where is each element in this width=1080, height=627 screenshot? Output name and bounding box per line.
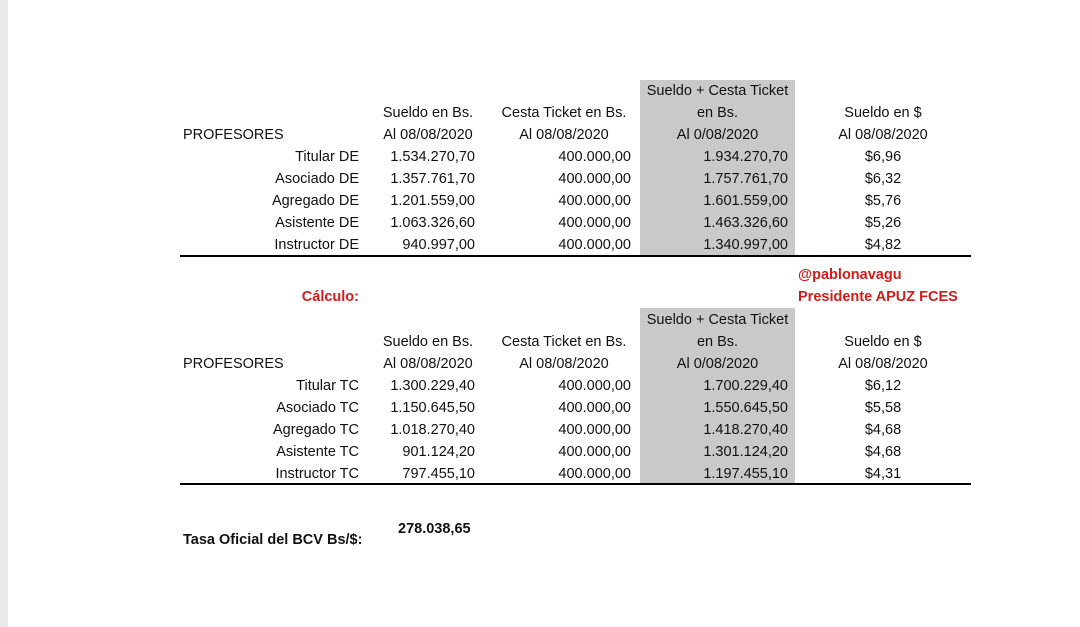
profesores-label-1: PROFESORES bbox=[183, 127, 284, 143]
cesta-header-2b: Al 08/08/2020 bbox=[519, 356, 609, 372]
row-total: 1.550.645,50 bbox=[703, 400, 788, 416]
row-total: 1.700.229,40 bbox=[703, 378, 788, 394]
row-category: Asistente TC bbox=[276, 444, 359, 460]
row-total: 1.601.559,00 bbox=[703, 193, 788, 209]
row-sueldo: 1.201.559,00 bbox=[390, 193, 475, 209]
row-total: 1.197.455,10 bbox=[703, 466, 788, 482]
row-category: Agregado DE bbox=[271, 193, 359, 209]
row-cesta: 400.000,00 bbox=[558, 215, 631, 231]
row-usd: $6,12 bbox=[864, 378, 902, 394]
sueldo-header-2a: Sueldo en Bs. bbox=[382, 334, 474, 350]
row-total: 1.418.270,40 bbox=[703, 422, 788, 438]
usd-header-1b: Al 08/08/2020 bbox=[838, 127, 928, 143]
row-usd: $5,26 bbox=[864, 215, 902, 231]
row-cesta: 400.000,00 bbox=[558, 422, 631, 438]
row-total: 1.340.997,00 bbox=[703, 237, 788, 253]
sueldo-header-1b: Al 08/08/2020 bbox=[383, 127, 473, 143]
total-header-1b: en Bs. bbox=[696, 105, 739, 121]
usd-header-2a: Sueldo en $ bbox=[844, 334, 922, 350]
calculo-label: Cálculo: bbox=[301, 289, 359, 305]
cesta-header-2a: Cesta Ticket en Bs. bbox=[501, 334, 627, 350]
cesta-header-1a: Cesta Ticket en Bs. bbox=[501, 105, 627, 121]
row-cesta: 400.000,00 bbox=[558, 149, 631, 165]
row-cesta: 400.000,00 bbox=[558, 444, 631, 460]
row-category: Agregado TC bbox=[273, 422, 359, 438]
row-category: Instructor TC bbox=[275, 466, 359, 482]
tasa-label: Tasa Oficial del BCV Bs/$: bbox=[183, 532, 363, 548]
row-total: 1.757.761,70 bbox=[703, 171, 788, 187]
total-header-1c: Al 0/08/2020 bbox=[676, 127, 759, 143]
total-header-2c: Al 0/08/2020 bbox=[676, 356, 759, 372]
row-sueldo: 1.150.645,50 bbox=[390, 400, 475, 416]
usd-header-2b: Al 08/08/2020 bbox=[838, 356, 928, 372]
row-sueldo: 1.357.761,70 bbox=[390, 171, 475, 187]
row-sueldo: 901.124,20 bbox=[402, 444, 475, 460]
row-category: Asociado TC bbox=[276, 400, 359, 416]
total-header-2a: Sueldo + Cesta Ticket bbox=[646, 312, 789, 328]
row-category: Titular DE bbox=[295, 149, 359, 165]
row-usd: $4,68 bbox=[864, 444, 902, 460]
total-header-2b: en Bs. bbox=[696, 334, 739, 350]
profesores-label-2: PROFESORES bbox=[183, 356, 284, 372]
row-usd: $5,76 bbox=[864, 193, 902, 209]
row-usd: $6,96 bbox=[864, 149, 902, 165]
row-usd: $6,32 bbox=[864, 171, 902, 187]
row-usd: $4,68 bbox=[864, 422, 902, 438]
usd-header-1a: Sueldo en $ bbox=[844, 105, 922, 121]
row-category: Titular TC bbox=[296, 378, 359, 394]
row-sueldo: 940.997,00 bbox=[402, 237, 475, 253]
sueldo-header-2b: Al 08/08/2020 bbox=[383, 356, 473, 372]
table-1-bottom-rule bbox=[180, 255, 971, 257]
cesta-header-1b: Al 08/08/2020 bbox=[519, 127, 609, 143]
row-usd: $4,82 bbox=[864, 237, 902, 253]
row-sueldo: 1.534.270,70 bbox=[390, 149, 475, 165]
spreadsheet-page bbox=[8, 0, 1080, 627]
row-usd: $4,31 bbox=[864, 466, 902, 482]
total-header-1a: Sueldo + Cesta Ticket bbox=[646, 83, 789, 99]
tasa-value: 278.038,65 bbox=[398, 521, 471, 537]
row-category: Asistente DE bbox=[275, 215, 359, 231]
row-sueldo: 1.300.229,40 bbox=[390, 378, 475, 394]
row-category: Asociado DE bbox=[275, 171, 359, 187]
row-cesta: 400.000,00 bbox=[558, 237, 631, 253]
row-sueldo: 1.018.270,40 bbox=[390, 422, 475, 438]
row-total: 1.301.124,20 bbox=[703, 444, 788, 460]
row-cesta: 400.000,00 bbox=[558, 400, 631, 416]
row-category: Instructor DE bbox=[274, 237, 359, 253]
table-2-bottom-rule bbox=[180, 483, 971, 485]
row-sueldo: 797.455,10 bbox=[402, 466, 475, 482]
row-total: 1.463.326,60 bbox=[703, 215, 788, 231]
row-usd: $5,58 bbox=[864, 400, 902, 416]
row-cesta: 400.000,00 bbox=[558, 171, 631, 187]
author-handle: @pablonavagu bbox=[798, 267, 902, 283]
sueldo-header-1a: Sueldo en Bs. bbox=[382, 105, 474, 121]
row-sueldo: 1.063.326,60 bbox=[390, 215, 475, 231]
author-role: Presidente APUZ FCES bbox=[798, 289, 958, 305]
row-cesta: 400.000,00 bbox=[558, 193, 631, 209]
row-cesta: 400.000,00 bbox=[558, 466, 631, 482]
row-total: 1.934.270,70 bbox=[703, 149, 788, 165]
row-cesta: 400.000,00 bbox=[558, 378, 631, 394]
